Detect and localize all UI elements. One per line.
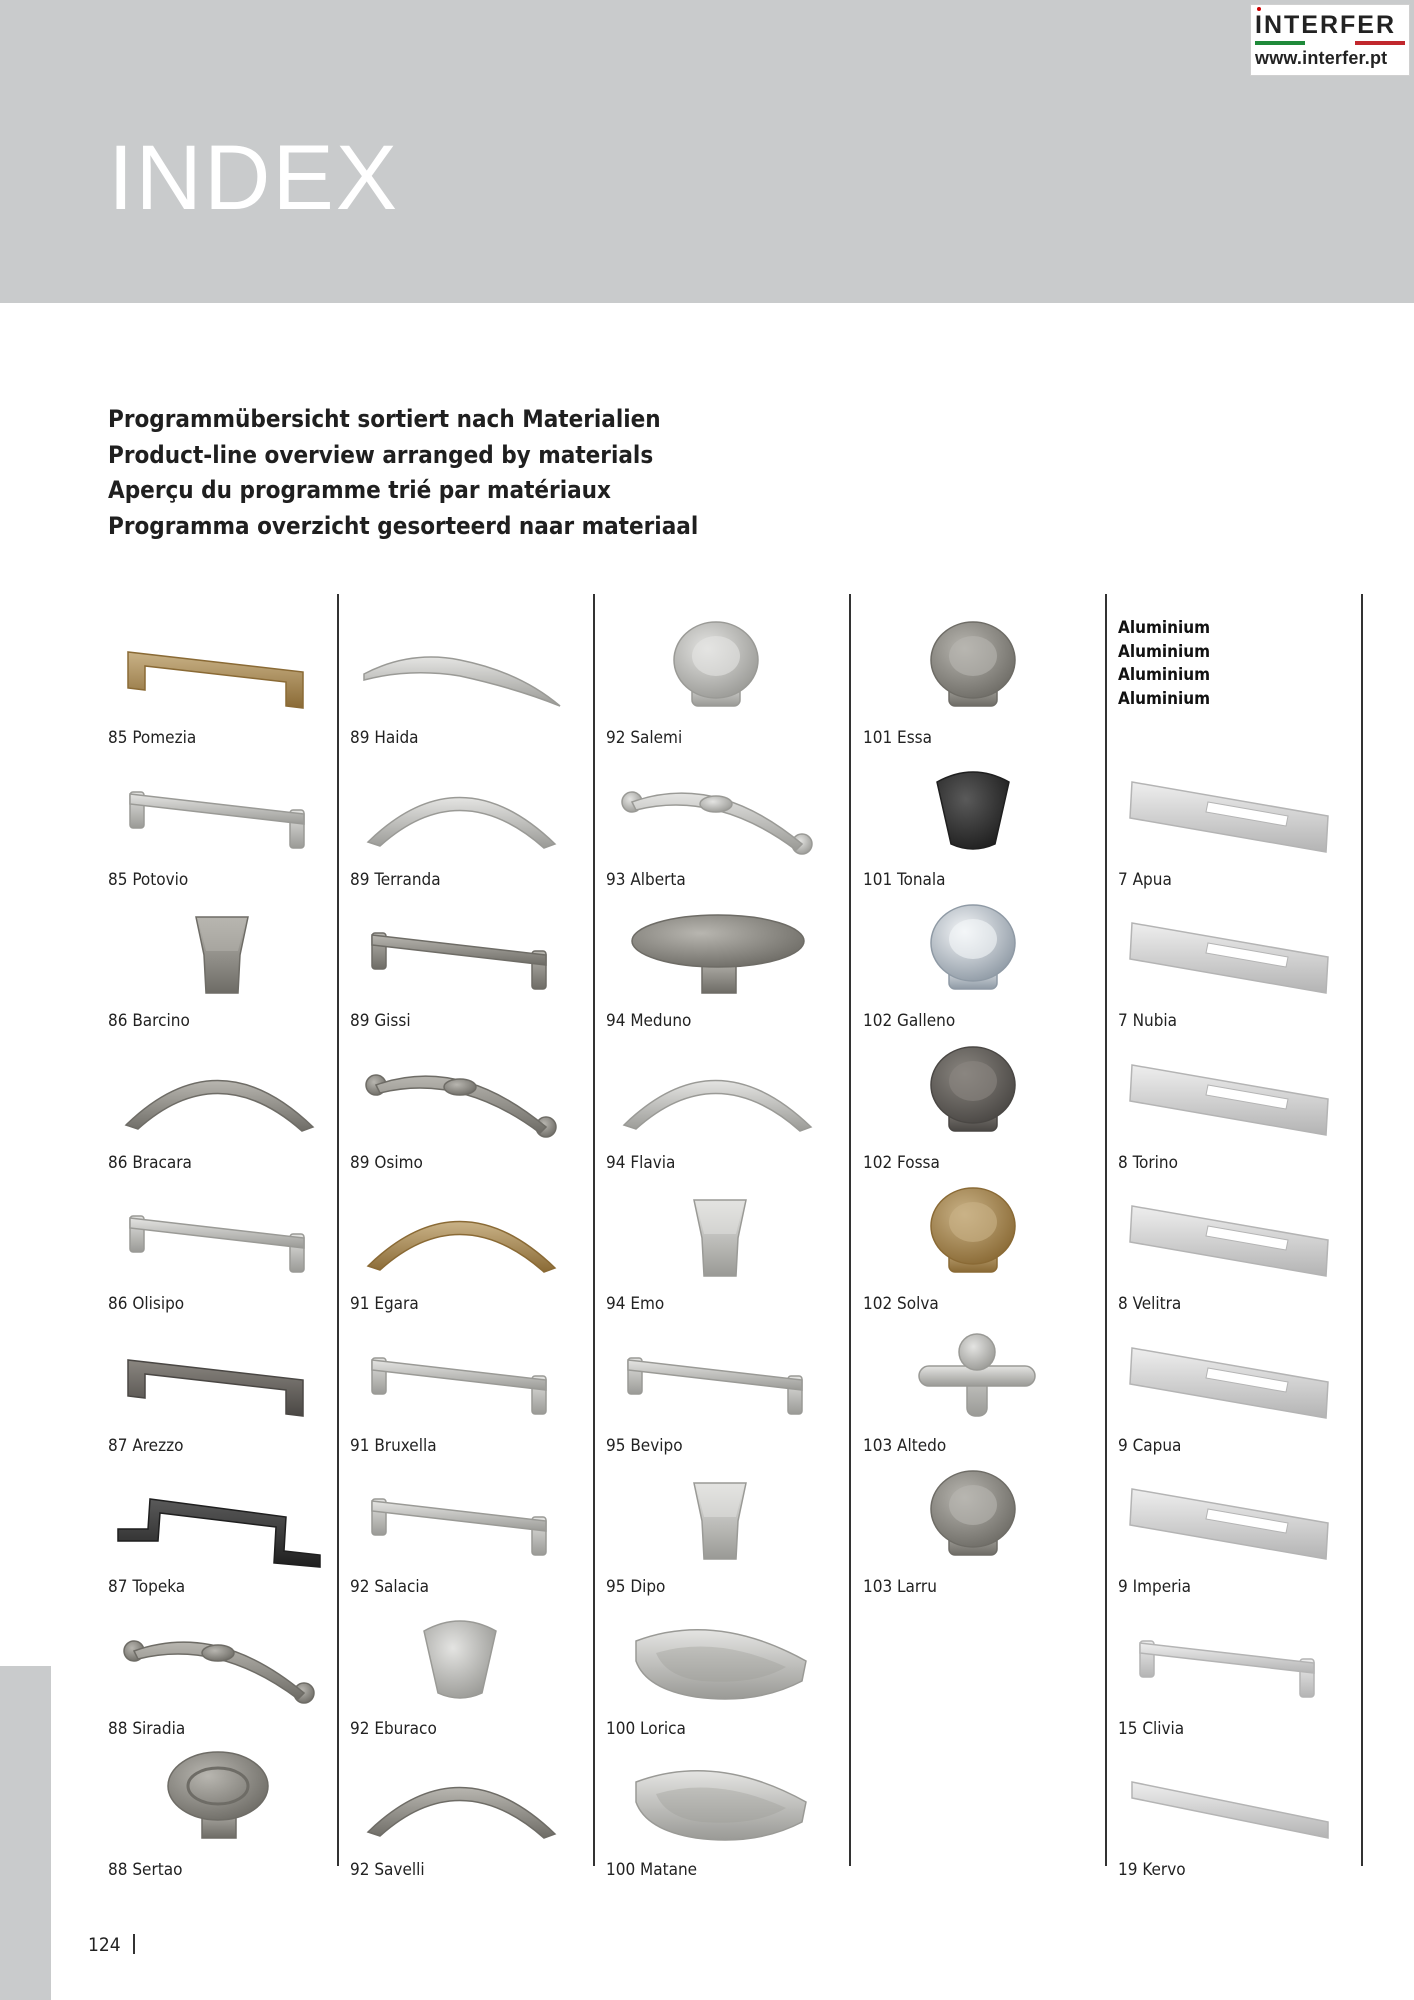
material-label: Aluminium xyxy=(1118,665,1211,685)
product-label: 89 Terranda xyxy=(350,869,441,890)
product-image xyxy=(606,752,846,870)
product-89-gissi xyxy=(350,893,590,1034)
product-label: 103 Larru xyxy=(863,1577,937,1597)
subtitle-de: Programmübersicht sortiert nach Materialien xyxy=(108,405,661,433)
product-94-flavia xyxy=(606,1035,846,1176)
product-8-velitra xyxy=(1118,1176,1358,1317)
product-8-torino xyxy=(1118,1035,1358,1176)
page-number-text: 124 xyxy=(88,1934,121,1956)
column-divider xyxy=(1105,594,1107,1866)
product-label: 89 Gissi xyxy=(350,1011,411,1031)
product-88-siradia xyxy=(108,1601,348,1742)
product-92-eburaco xyxy=(350,1601,590,1742)
product-label: 8 Velitra xyxy=(1118,1294,1182,1314)
product-89-osimo xyxy=(350,1035,590,1176)
product-image xyxy=(1118,1601,1358,1719)
product-image xyxy=(350,1035,590,1153)
logo-url: www.interfer.pt xyxy=(1255,48,1388,68)
product-86-barcino xyxy=(108,893,348,1034)
product-103-larru xyxy=(863,1459,1103,1600)
product-image xyxy=(863,1459,1103,1577)
product-label: 92 Eburaco xyxy=(350,1718,437,1739)
product-7-apua xyxy=(1118,752,1358,893)
product-label: 102 Solva xyxy=(863,1294,939,1314)
product-label: 7 Apua xyxy=(1118,869,1172,890)
product-93-alberta xyxy=(606,752,846,893)
product-image xyxy=(108,1459,348,1577)
product-image xyxy=(1118,752,1358,870)
header-band xyxy=(0,0,1414,303)
page-number-divider xyxy=(133,1934,135,1954)
product-image xyxy=(606,1459,846,1577)
product-label: 100 Lorica xyxy=(606,1718,686,1739)
product-image xyxy=(606,1742,846,1860)
product-image xyxy=(1118,893,1358,1011)
material-label: Aluminium xyxy=(1118,618,1211,638)
product-85-potovio xyxy=(108,752,348,893)
product-image xyxy=(108,610,348,728)
product-label: 87 Topeka xyxy=(108,1577,186,1597)
product-image xyxy=(350,752,590,870)
product-label: 92 Salacia xyxy=(350,1577,430,1597)
product-103-altedo xyxy=(863,1318,1103,1459)
product-label: 101 Tonala xyxy=(863,869,946,890)
product-label: 19 Kervo xyxy=(1118,1860,1186,1880)
material-label: Aluminium xyxy=(1118,688,1211,709)
column-divider xyxy=(593,594,595,1866)
product-image xyxy=(863,1035,1103,1153)
product-label: 100 Matane xyxy=(606,1860,698,1880)
product-label: 9 Capua xyxy=(1118,1435,1182,1456)
product-91-bruxella xyxy=(350,1318,590,1459)
product-89-haida xyxy=(350,610,590,751)
product-label: 8 Torino xyxy=(1118,1152,1178,1173)
product-label: 103 Altedo xyxy=(863,1435,947,1456)
product-label: 89 Osimo xyxy=(350,1152,423,1173)
product-7-nubia xyxy=(1118,893,1358,1034)
product-86-bracara xyxy=(108,1035,348,1176)
product-image xyxy=(606,610,846,728)
product-image xyxy=(350,1742,590,1860)
product-image xyxy=(108,1742,348,1860)
product-label: 94 Flavia xyxy=(606,1152,676,1173)
product-image xyxy=(863,610,1103,728)
product-label: 95 Dipo xyxy=(606,1577,666,1597)
product-image xyxy=(1118,1459,1358,1577)
overview-subtitle xyxy=(108,402,698,544)
product-image xyxy=(1118,1035,1358,1153)
product-image xyxy=(1118,1318,1358,1436)
product-92-savelli xyxy=(350,1742,590,1883)
product-label: 102 Fossa xyxy=(863,1152,940,1173)
product-image xyxy=(350,1176,590,1294)
material-label: Aluminium xyxy=(1118,641,1211,662)
product-15-clivia xyxy=(1118,1601,1358,1742)
subtitle-nl: Programma overzicht gesorteerd naar materiaal xyxy=(108,511,699,540)
product-100-matane xyxy=(606,1742,846,1883)
product-label: 85 Pomezia xyxy=(108,728,197,748)
product-image xyxy=(606,1035,846,1153)
product-label: 94 Meduno xyxy=(606,1011,692,1031)
product-89-terranda xyxy=(350,752,590,893)
product-92-salacia xyxy=(350,1459,590,1600)
product-102-fossa xyxy=(863,1035,1103,1176)
product-image xyxy=(606,1176,846,1294)
product-image xyxy=(863,752,1103,870)
product-image xyxy=(606,1318,846,1436)
product-image xyxy=(108,893,348,1011)
product-101-tonala xyxy=(863,752,1103,893)
product-94-meduno xyxy=(606,893,846,1034)
product-9-capua xyxy=(1118,1318,1358,1459)
product-image xyxy=(108,1035,348,1153)
product-9-imperia xyxy=(1118,1459,1358,1600)
product-87-arezzo xyxy=(108,1318,348,1459)
product-85-pomezia xyxy=(108,610,348,751)
product-image xyxy=(1118,1176,1358,1294)
subtitle-fr: Aperçu du programme trié par matériaux xyxy=(108,476,611,504)
product-88-sertao xyxy=(108,1742,348,1883)
product-image xyxy=(863,893,1103,1011)
product-image xyxy=(606,893,846,1011)
brand-logo xyxy=(1250,4,1410,76)
column-divider xyxy=(337,594,339,1866)
column-divider xyxy=(849,594,851,1866)
product-102-solva xyxy=(863,1176,1103,1317)
product-100-lorica xyxy=(606,1601,846,1742)
product-image xyxy=(108,752,348,870)
product-label: 15 Clivia xyxy=(1118,1718,1185,1739)
product-label: 85 Potovio xyxy=(108,869,189,890)
product-label: 93 Alberta xyxy=(606,869,686,890)
product-label: 88 Siradia xyxy=(108,1718,186,1739)
product-label: 91 Egara xyxy=(350,1294,419,1314)
product-image xyxy=(863,1318,1103,1436)
side-tab xyxy=(0,1666,51,2000)
product-image xyxy=(108,1601,348,1719)
product-label: 95 Bevipo xyxy=(606,1435,683,1456)
product-87-topeka xyxy=(108,1459,348,1600)
product-image xyxy=(350,1459,590,1577)
product-91-egara xyxy=(350,1176,590,1317)
product-label: 86 Barcino xyxy=(108,1011,190,1031)
product-label: 7 Nubia xyxy=(1118,1011,1178,1031)
product-label: 89 Haida xyxy=(350,728,419,748)
product-94-emo xyxy=(606,1176,846,1317)
product-label: 86 Bracara xyxy=(108,1152,192,1173)
product-image xyxy=(350,893,590,1011)
product-image xyxy=(108,1176,348,1294)
product-image xyxy=(350,610,590,728)
logo-name: INTERFER xyxy=(1255,11,1396,39)
product-label: 88 Sertao xyxy=(108,1860,183,1880)
product-image xyxy=(1118,1742,1358,1860)
product-label: 92 Savelli xyxy=(350,1860,425,1880)
page-title: INDEX xyxy=(108,127,400,229)
product-label: 101 Essa xyxy=(863,728,933,748)
logo-flag-stripe xyxy=(1255,41,1405,45)
material-labels xyxy=(1118,617,1210,711)
product-label: 86 Olisipo xyxy=(108,1294,185,1314)
subtitle-en: Product-line overview arranged by materials xyxy=(108,440,654,469)
product-label: 9 Imperia xyxy=(1118,1577,1192,1597)
product-image xyxy=(108,1318,348,1436)
product-image xyxy=(350,1601,590,1719)
product-image xyxy=(350,1318,590,1436)
product-95-bevipo xyxy=(606,1318,846,1459)
page-number xyxy=(88,1934,135,1956)
product-95-dipo xyxy=(606,1459,846,1600)
product-19-kervo xyxy=(1118,1742,1358,1883)
product-label: 91 Bruxella xyxy=(350,1435,437,1456)
product-92-salemi xyxy=(606,610,846,751)
product-102-galleno xyxy=(863,893,1103,1034)
product-label: 87 Arezzo xyxy=(108,1435,184,1456)
product-86-olisipo xyxy=(108,1176,348,1317)
product-101-essa xyxy=(863,610,1103,751)
product-label: 94 Emo xyxy=(606,1294,665,1314)
product-image xyxy=(606,1601,846,1719)
column-divider xyxy=(1361,594,1363,1866)
product-image xyxy=(863,1176,1103,1294)
product-label: 92 Salemi xyxy=(606,728,683,748)
product-label: 102 Galleno xyxy=(863,1011,956,1031)
